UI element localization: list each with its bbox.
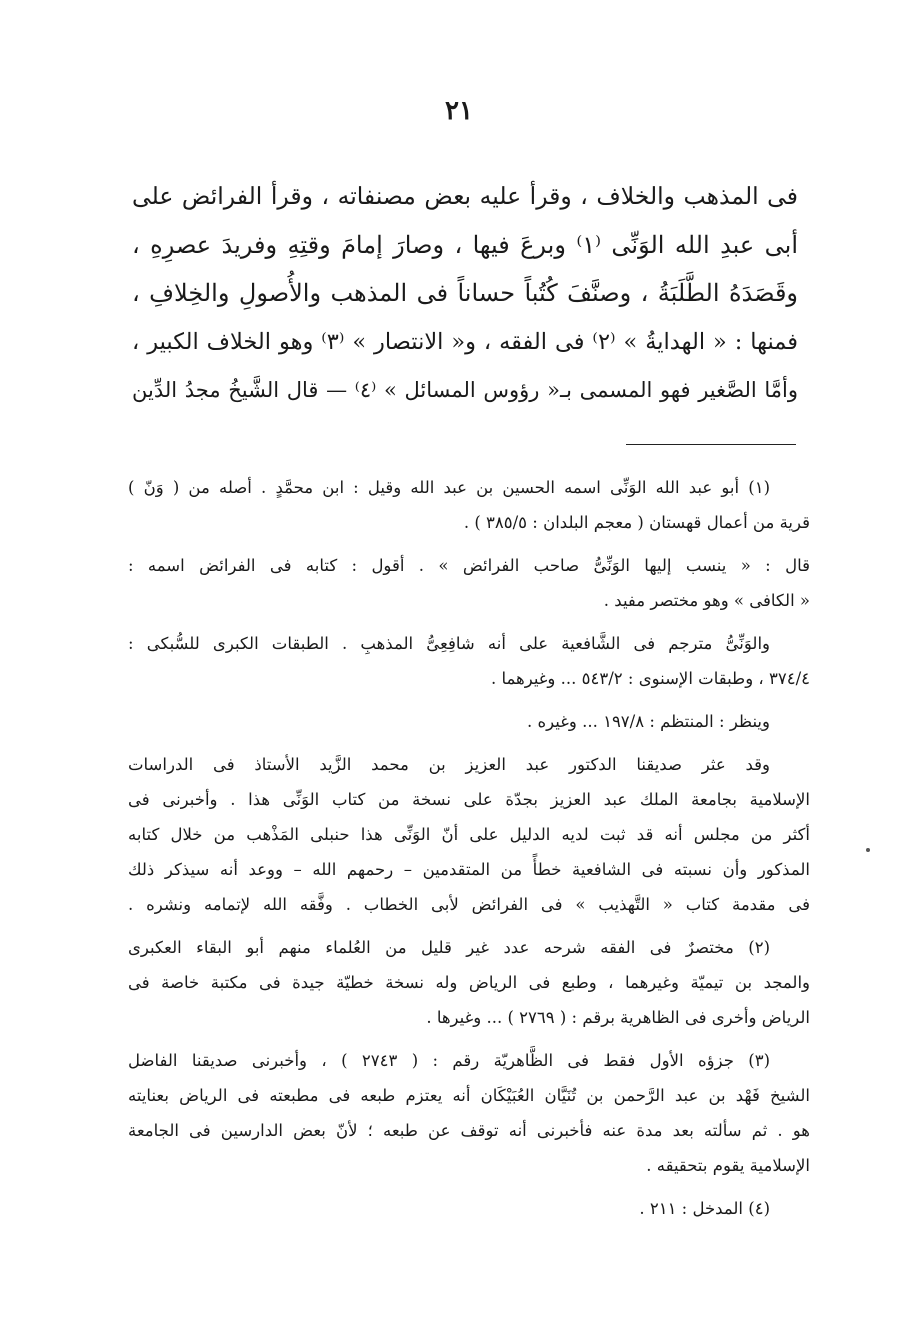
footnote-line: والمجد بن تيميّة وغيرهما ، وطبع فى الرياض وله نسخة خطيّة جيدة فى مكتبة خاصة فى [128, 973, 810, 992]
footnote-line: (٣) جزؤه الأول فقط فى الظَّاهريّة رقم : ( ٢٧٤٣ ) ، وأخبرنى صديقنا الفاضل [128, 1051, 771, 1070]
footnote-line: هو . ثم سألته بعد مدة عنه فأخبرنى أنه توقف عن طبعه ؛ لأنّ بعض الدارسين فى الجامعة [128, 1121, 810, 1140]
footnote-line: الشيخ فَهْد بن عبد الرَّحمن بن تُنَيَّان العُبَيْكَان أنه يعتزم طبعه فى مطبعته فى الرياض بعنايته [128, 1086, 810, 1105]
footnote-3 [128, 1043, 810, 1183]
footnote-line: قرية من أعمال قهستان ( معجم البلدان : ٣٨٥/٥ ) . [463, 513, 810, 532]
footnote-1 [128, 470, 810, 540]
footnote-1-references [128, 626, 810, 696]
main-text [132, 172, 798, 415]
footnote-line: فى مقدمة كتاب « التَّهذيب » فى الفرائض لأبى الخطاب . وفَّقه الله لإتمامه ونشره . [128, 895, 810, 914]
footnote-line: (٢) مختصرٌ فى الفقه شرحه عدد غير قليل من العُلماء منهم أبو البقاء العكبرى [128, 938, 770, 957]
text-line: فمنها : « الهدايةُ » ⁽٢⁾ فى الفقه ، و« الانتصار » ⁽٣⁾ وهو الخلاف الكبير ، [132, 328, 798, 355]
footnote-2 [128, 930, 810, 1035]
text-line: وأمَّا الصَّغير فهو المسمى بـ« رؤوس المسائل » ⁽٤⁾ — قال الشَّيخُ مجدُ الدِّين [132, 378, 798, 402]
footnote-line: الإسلامية يقوم بتحقيقه . [646, 1156, 810, 1175]
footnote-1-note [128, 747, 810, 922]
footnote-line: والوَنِّىُّ مترجم فى الشَّافعية على أنه شافِعِىُّ المذهبِ . الطبقات الكبرى للسُّبكى : [128, 634, 770, 653]
footnote-line: قال : « ينسب إليها الوَنِّىُّ صاحب الفرائض » . أقول : كتابه فى الفرائض اسمه : [128, 556, 810, 575]
footnote-line: الإسلامية بجامعة الملك عبد العزيز بجدّة على نسخة من كتاب الوَنِّى هذا . وأخبرنى فى [128, 790, 810, 809]
footnote-line: وقد عثر صديقنا الدكتور عبد العزيز بن محمد الزَّيد الأستاذ فى الدراسات [128, 755, 770, 774]
text-line: أبى عبدِ الله الوَنِّى ⁽١⁾ وبرعَ فيها ، وصارَ إمامَ وقتِهِ وفريدَ عصرِهِ ، [132, 230, 798, 259]
footnotes [128, 470, 810, 1226]
footnote-1-quote [128, 548, 810, 618]
footnote-line: (٤) المدخل : ٢١١ . [639, 1199, 770, 1218]
text-line: وقَصَدَهُ الطَّلَبَةُ ، وصنَّفَ كُتُباً حساناً فى المذهب والأُصولِ والخِلافِ ، [132, 279, 798, 307]
footnote-line: أكثر من مجلس أنه قد ثبت لديه الدليل على أنّ الوَنِّى هذا حنبلى المَذْهب من خلال كتابه [128, 825, 810, 844]
footnote-line: (١) أبو عبد الله الوَنِّى اسمه الحسين بن عبد الله وقيل : ابن محمَّدٍ . أصله من ( وَنّ ) [128, 478, 770, 497]
footnote-line: وينظر : المنتظم : ١٩٧/٨ ... وغيره . [527, 712, 770, 731]
margin-mark [866, 848, 870, 852]
footnote-line: « الكافى » وهو مختصر مفيد . [603, 591, 810, 610]
page-number: ٢١ [445, 96, 473, 126]
footnote-4 [128, 1191, 810, 1226]
footnote-1-see-also [128, 704, 810, 739]
footnote-line: ٣٧٤/٤ ، وطبقات الإسنوى : ٥٤٣/٢ ... وغيرهما . [490, 669, 810, 688]
text-line: فى المذهب والخلاف ، وقرأ عليه بعض مصنفاته ، وقرأ الفرائض على [132, 182, 798, 210]
footnote-line: المذكور وأن نسبته فى الشافعية خطأً من المتقدمين – رحمهم الله – ووعد أنه سيذكر ذلك [128, 860, 810, 879]
footnote-separator [626, 444, 796, 445]
footnote-line: الرياض وأخرى فى الظاهرية برقم : ( ٢٧٦٩ ) ... وغيرها . [426, 1008, 810, 1027]
